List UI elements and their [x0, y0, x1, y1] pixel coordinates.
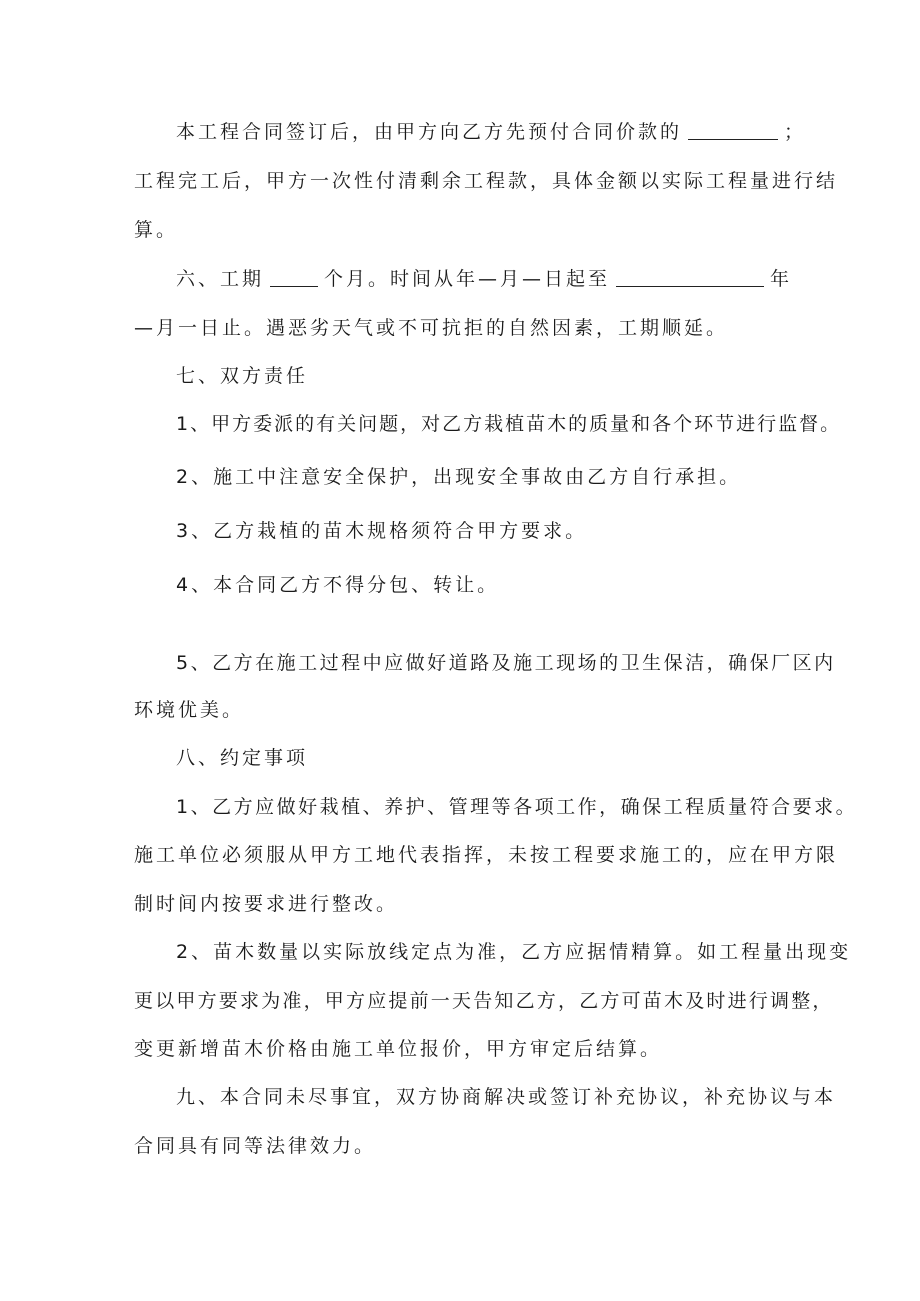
section-7-item-3: 3、乙方栽植的苗木规格须符合甲方要求。: [176, 520, 588, 542]
end-date-blank[interactable]: [616, 266, 764, 287]
period-year: 年: [770, 268, 793, 290]
months-blank[interactable]: [270, 266, 318, 287]
section-8-item-2-line-1: 2、苗木数量以实际放线定点为准，乙方应据情精算。如工程量出现变: [176, 941, 852, 963]
section-8-item-2-line-2: 更以甲方要求为准，甲方应提前一天告知乙方，乙方可苗木及时进行调整，: [134, 990, 834, 1012]
section-7-item-2: 2、施工中注意安全保护，出现安全事故由乙方自行承担。: [176, 466, 742, 488]
period-line-1: [176, 264, 792, 294]
section-8-item-1-line-3: 制时间内按要求进行整改。: [134, 893, 399, 915]
section-8-item-1-line-2: 施工单位必须服从甲方工地代表指挥，未按工程要求施工的，应在甲方限: [134, 844, 839, 866]
payment-line-2: 工程完工后，甲方一次性付清剩余工程款，具体金额以实际工程量进行结: [134, 170, 839, 192]
payment-line-3: 算。: [134, 219, 179, 241]
section-8-heading: 八、约定事项: [176, 747, 309, 769]
payment-end: ；: [784, 121, 807, 143]
payment-text: 本工程合同签订后，由甲方向乙方先预付合同价款的: [176, 121, 683, 143]
advance-payment-blank[interactable]: [688, 119, 778, 140]
payment-line-1: [176, 117, 806, 147]
period-line-2: —月一日止。遇恶劣天气或不可抗拒的自然因素，工期顺延。: [134, 317, 729, 339]
section-7-heading: 七、双方责任: [176, 365, 309, 387]
section-8-item-2-line-3: 变更新增苗木价格由施工单位报价，甲方审定后结算。: [134, 1038, 663, 1060]
section-7-item-4: 4、本合同乙方不得分包、转让。: [176, 574, 500, 596]
section-9-line-1: 九、本合同未尽事宜，双方协商解决或签订补充协议，补充协议与本: [176, 1086, 837, 1108]
period-label: 六、工期: [176, 268, 265, 290]
section-8-item-1-line-1: 1、乙方应做好栽植、养护、管理等各项工作，确保工程质量符合要求。: [176, 796, 858, 818]
period-mid: 个月。时间从年—月—日起至: [324, 268, 611, 290]
section-7-item-5-line-2: 环境优美。: [134, 699, 245, 721]
section-7-item-5-line-1: 5、乙方在施工过程中应做好道路及施工现场的卫生保洁，确保厂区内: [176, 652, 836, 674]
section-7-item-1: 1、甲方委派的有关问题，对乙方栽植苗木的质量和各个环节进行监督。: [176, 413, 842, 435]
section-9-line-2: 合同具有同等法律效力。: [134, 1135, 377, 1157]
